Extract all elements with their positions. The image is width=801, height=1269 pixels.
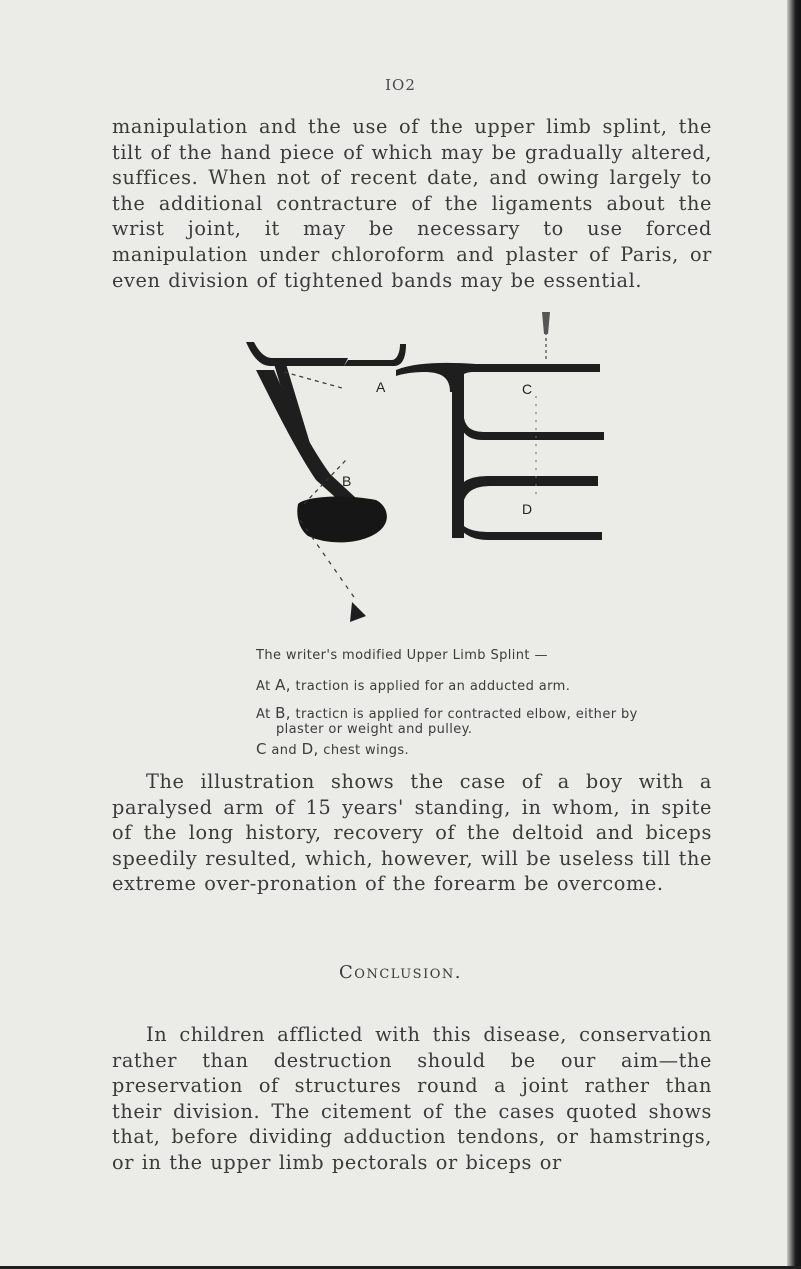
splint-top-left-cup (246, 342, 348, 366)
page-number: IO2 (385, 76, 416, 94)
page-edge (787, 0, 801, 1269)
caption-b-text: tracticn is applied for contracted elbow, either by (290, 707, 638, 722)
top-marker (542, 312, 550, 334)
figure-caption-b (256, 704, 716, 722)
splint-figure (246, 300, 618, 640)
chest-wing-d (458, 476, 598, 500)
caption-a-prefix: At (256, 679, 276, 694)
caption-d-letter: D, (301, 740, 319, 758)
figure-label-c: C (522, 381, 533, 397)
chest-wing-d-lower (454, 518, 602, 540)
paragraph-3: In children afflicted with this disease, conservation rather than destruction should be our aim—the preservation of structures round a joint rather than their division. The citement of the cases quoted shows that, before dividing adduction tendons, or hamstrings, or in the upper limb pectorals or biceps or (112, 1023, 712, 1174)
caption-c-text: chest wings. (318, 743, 410, 758)
caption-b-letter: B, (275, 704, 291, 722)
figure-label-d: D (522, 501, 533, 517)
traction-line-a (284, 372, 342, 388)
figure-caption-title: The writer's modified Upper Limb Splint — (256, 648, 548, 663)
section-heading: Conclusion. (339, 962, 462, 983)
figure-caption-c (256, 740, 716, 758)
arrow-marker (350, 602, 366, 622)
splint-trunk-bar (452, 372, 464, 538)
figure-caption-b-continued: plaster or weight and pulley. (276, 722, 473, 737)
caption-a-letter: A, (275, 676, 291, 694)
paragraph-1: manipulation and the use of the upper limb splint, the tilt of the hand piece of which may be gradually altered, suffices. When not of recent date, and owing largely to the additional contracture of the ligaments about the wrist joint, it may be necessary to use forced manipulation under chloroform and plaster of Paris, or even division of tightened bands may be essential. (112, 115, 712, 292)
caption-c-and: and (266, 743, 302, 758)
caption-a-text: traction is applied for an adducted arm. (290, 679, 571, 694)
figure-label-b: B (342, 473, 352, 489)
caption-c-letter: C (256, 740, 267, 758)
splint-top-right-cup (344, 344, 406, 366)
figure-label-a: A (376, 379, 386, 395)
caption-b-prefix: At (256, 707, 276, 722)
figure-caption-a (256, 676, 716, 694)
paragraph-2: The illustration shows the case of a boy with a paralysed arm of 15 years' standing, in whom, in spite of the long history, recovery of the deltoid and biceps speedily resulted, which, however, will be useless till the extreme over-pronation of the forearm be overcome. (112, 770, 712, 896)
splint-hand-piece (297, 497, 387, 543)
chest-wing-c (396, 363, 600, 392)
chest-wing-c-lower (458, 418, 604, 440)
